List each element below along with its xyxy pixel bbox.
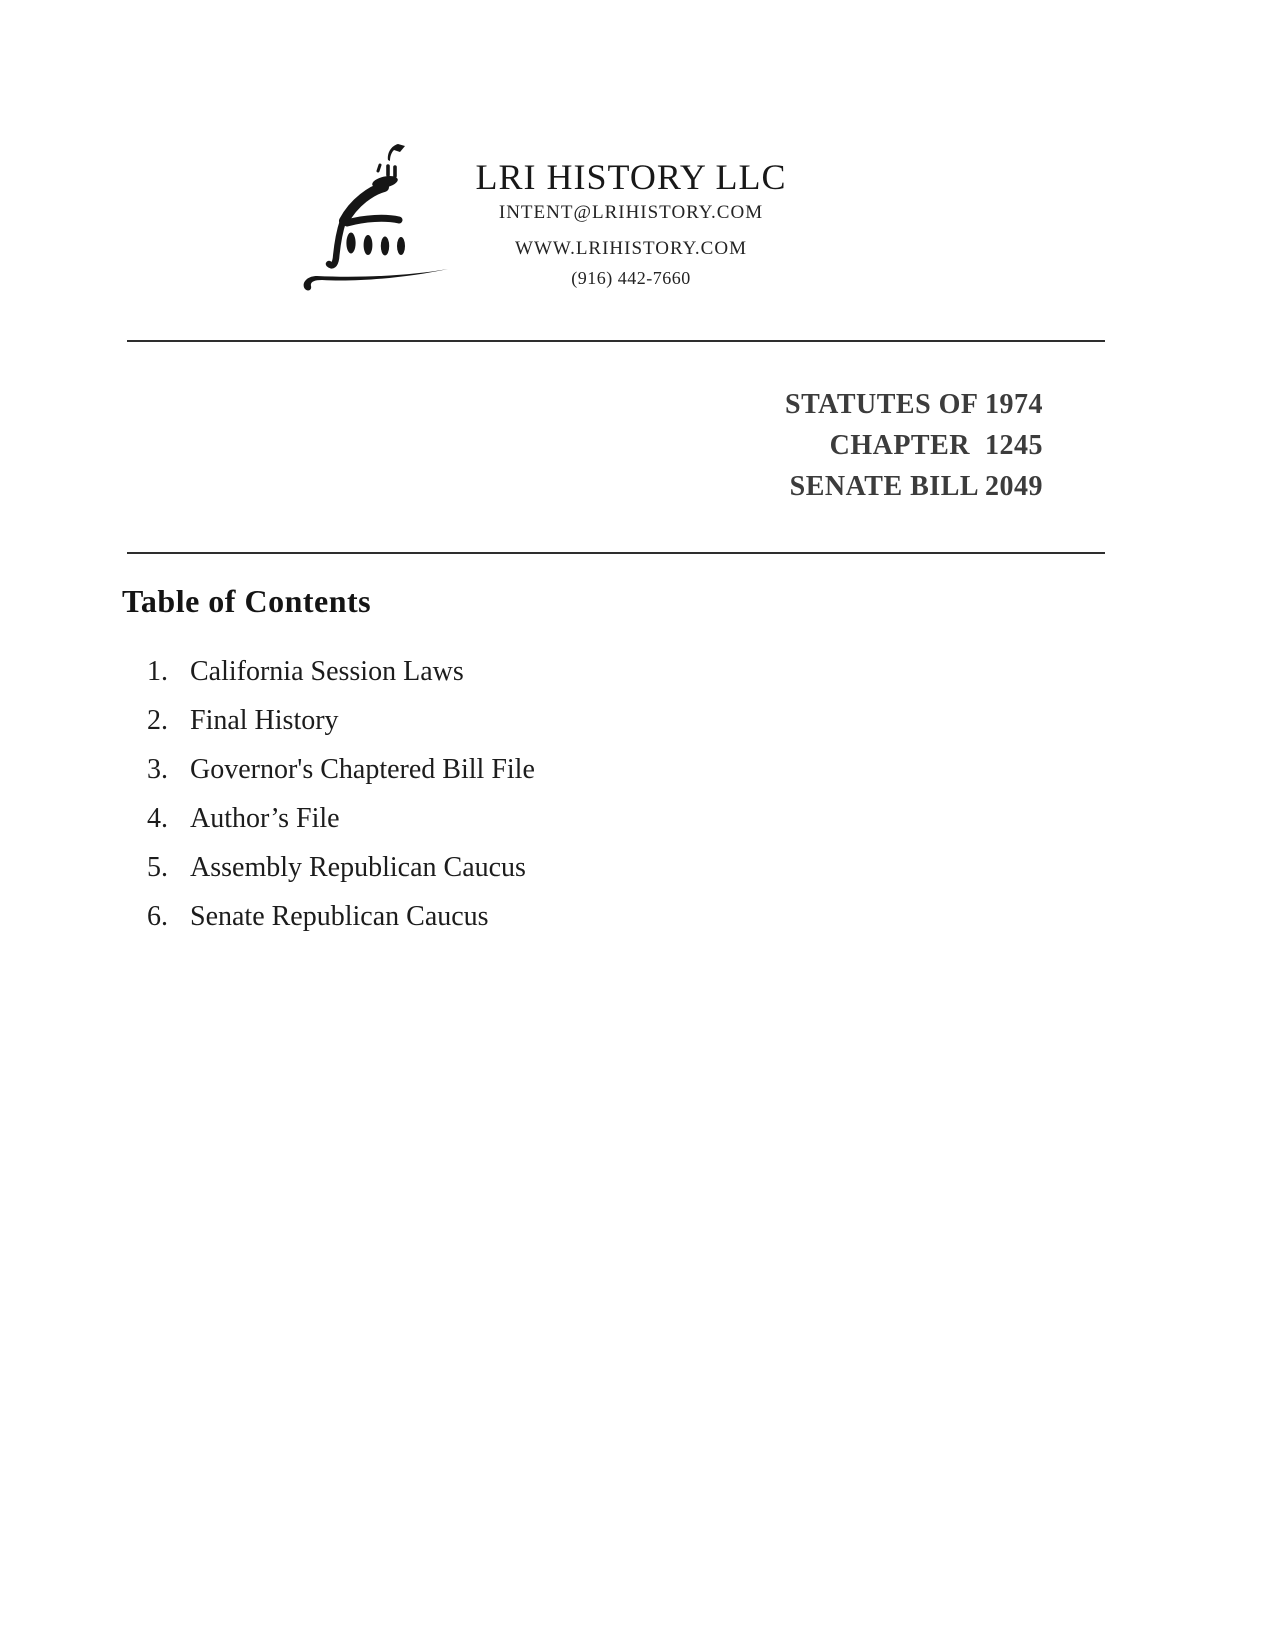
chapter-line: CHAPTER 1245 [829, 430, 1043, 461]
statute-reference-block [785, 384, 1043, 507]
toc-item-label: Assembly Republican Caucus [190, 852, 526, 883]
toc-item-assembly-republican-caucus [147, 852, 535, 901]
toc-item-california-session-laws [147, 656, 535, 705]
toc-item-number: 1. [147, 656, 168, 687]
toc-title: Table of Contents [122, 583, 372, 619]
toc-item-label: Author’s File [190, 803, 340, 834]
toc-item-governors-chaptered-bill-file [147, 754, 535, 803]
toc-item-senate-republican-caucus [147, 901, 535, 950]
senate-bill-line: SENATE BILL 2049 [789, 471, 1043, 502]
company-email: INTENT@LRIHISTORY.COM [498, 202, 764, 223]
statutes-line: STATUTES OF 1974 [785, 389, 1043, 420]
toc-item-label: Governor's Chaptered Bill File [190, 754, 535, 785]
top-divider-rule [127, 340, 1105, 342]
company-website: WWW.LRIHISTORY.COM [515, 238, 747, 259]
toc-item-label: Senate Republican Caucus [190, 901, 489, 932]
toc-item-number: 5. [147, 852, 168, 883]
toc-item-number: 4. [147, 803, 168, 834]
company-name: LRI HISTORY LLC [475, 157, 787, 197]
toc-item-final-history [147, 705, 535, 754]
toc-item-number: 6. [147, 901, 168, 932]
toc-list [147, 656, 535, 950]
toc-item-label: Final History [190, 705, 339, 736]
toc-item-authors-file [147, 803, 535, 852]
toc-item-number: 3. [147, 754, 168, 785]
bottom-divider-rule [127, 552, 1105, 554]
toc-item-label: California Session Laws [190, 656, 464, 687]
toc-item-number: 2. [147, 705, 168, 736]
company-phone: (916) 442-7660 [571, 268, 691, 288]
